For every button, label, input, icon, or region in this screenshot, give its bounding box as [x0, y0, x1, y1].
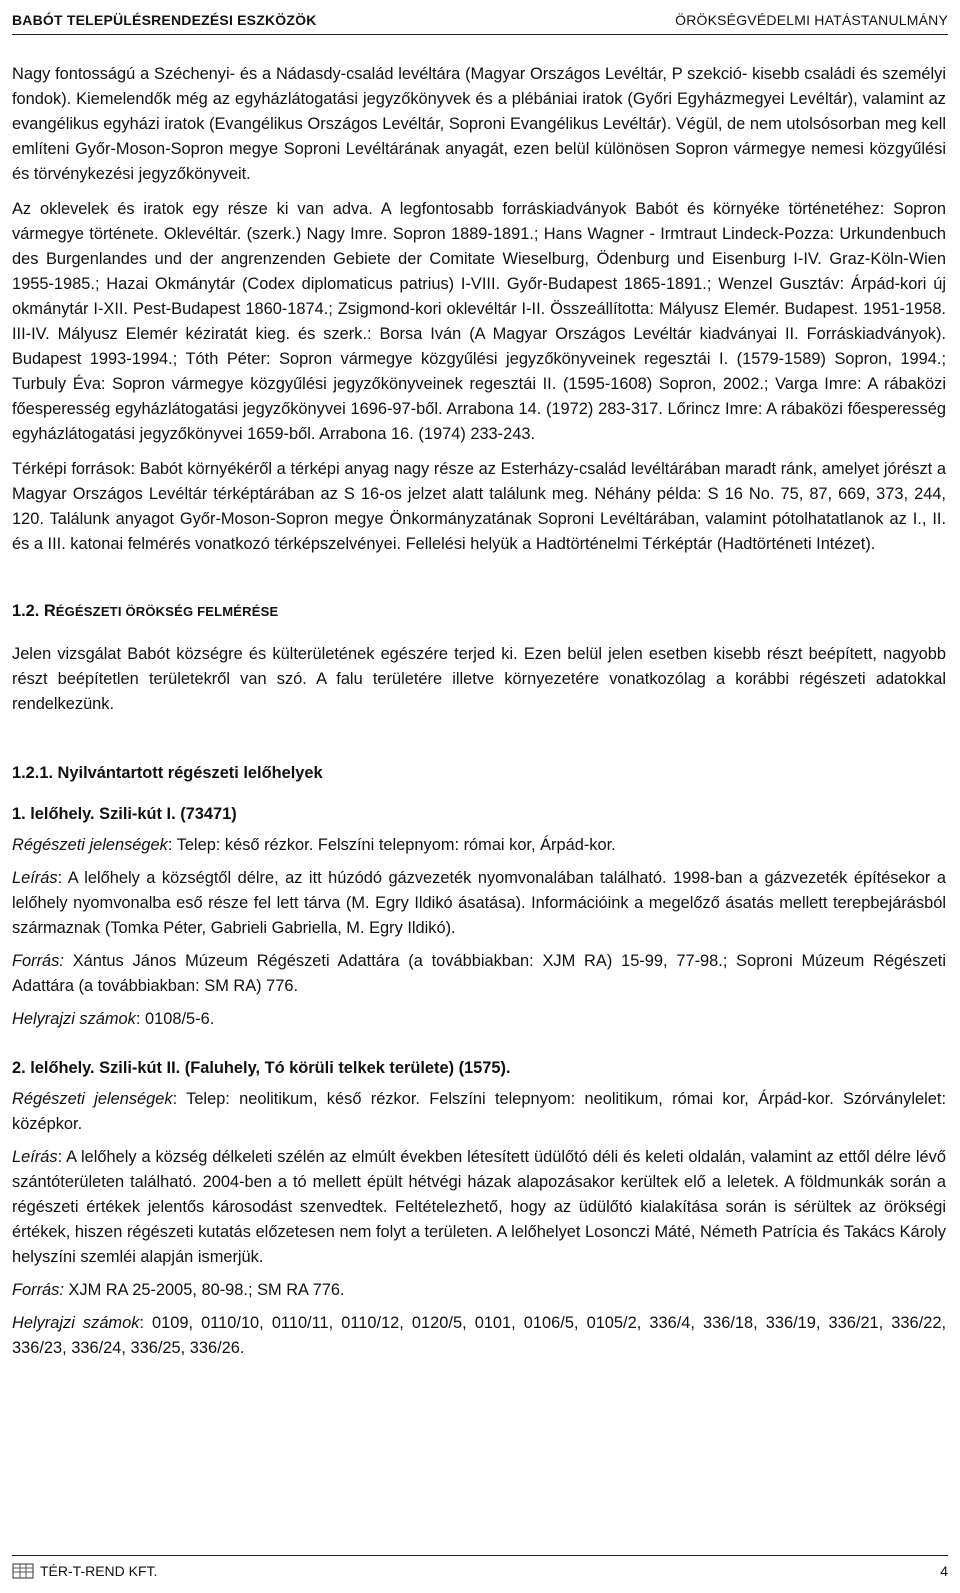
source-label: Forrás: [12, 1281, 64, 1299]
section-title-initial: R [43, 602, 56, 620]
phenomena-text: : Telep: neolitikum, késő rézkor. Felszíni telepnyom: neolitikum, római kor, Árpád-kor. Szórványlelet: középkor. [12, 1090, 946, 1133]
site-2-parcels [12, 1311, 946, 1361]
page-number: 4 [940, 1563, 948, 1579]
description-text: : A lelőhely a községtől délre, az itt húzódó gázvezeték nyomvonalában található. 1998-ban a gázvezeték építésekor a lelőhely nyomvonalba eső része fel lett tárva (M. Egry Ildikó ásatása). Információink a megelőző ásatás mellett terepbejárásból származnak (Tomka Péter, Gabrieli Gabriella, M. Egry Ildikó). [12, 869, 946, 937]
paragraph-archives: Nagy fontosságú a Széchenyi- és a Nádasdy-család levéltára (Magyar Országos Levéltár, P szekció- kisebb családi és személyi fondok). Kiemelendők még az egyházlátogatási jegyzőkönyvek és a plébániai iratok (Győri Egyházmegyei Levéltár), valamint az evangélikus egyházi iratok (Evangélikus Országos Levéltár, Soproni Evangélikus Levéltár). Végül, de nem utolsósorban meg kell említeni Győr-Moson-Sopron megye Soproni Levéltárának anyagát, ezen belül különösen Sopron vármegye nemesi közgyűlési és törvénykezési jegyzőkönyveit. [12, 65, 946, 183]
phenomena-text: : Telep: késő rézkor. Felszíni telepnyom: római kor, Árpád-kor. [167, 836, 616, 854]
footer-company: TÉR-T-REND KFT. [40, 1563, 158, 1579]
paragraph-maps: Térképi források: Babót környékéről a térképi anyag nagy része az Esterházy-család levéltárában maradt ránk, amelyet jórészt a Magyar Országos Levéltár térképtárában az S 16-os jelzet alatt találunk meg. Néhány példa: S 16 No. 75, 87, 669, 373, 244, 120. Találunk anyagot Győr-Moson-Sopron megye Önkormányzatának Soproni Levéltárában, valamint pótolhatatlanok az I., II. és a III. katonai felmérés vonatkozó térképszelvényei. Fellelési helyük a Hadtörténelmi Térképtár (Hadtörténeti Intézet). [12, 460, 946, 553]
site-1-title: 1. lelőhely. Szili-kút I. (73471) [12, 805, 237, 823]
description-label: Leírás [12, 1148, 58, 1166]
paragraph-survey-scope: Jelen vizsgálat Babót községre és külterületének egészére terjed ki. Ezen belül jelen esetben kisebb részt beépített, nagyobb részt beépítetlen területekről van szó. A falu területére illetve környezetére vonatkozólag a korábbi régészeti adatokkal rendelkezünk. [12, 645, 946, 713]
section-number: 1.2. [12, 602, 44, 620]
header-left-title: BABÓT TELEPÜLÉSRENDEZÉSI ESZKÖZÖK [12, 12, 317, 28]
site-1-parcels [12, 1007, 946, 1032]
parcels-label: Helyrajzi számok [12, 1010, 136, 1028]
parcels-text: : 0108/5-6. [135, 1010, 215, 1028]
site-1-source [12, 949, 946, 999]
phenomena-label: Régészeti jelenségek [12, 836, 168, 854]
source-text: Xántus János Múzeum Régészeti Adattára (a továbbiakban: XJM RA) 15-99, 77-98.; Soproni Múzeum Régészeti Adattára (a továbbiakban: SM RA) 776. [12, 952, 946, 995]
source-text: XJM RA 25-2005, 80-98.; SM RA 776. [63, 1281, 345, 1299]
description-text: : A lelőhely a község délkeleti szélén az elmúlt években létesített üdülőtó déli és keleti oldalán, valamint az ettől délre lévő szántóterületen található. 2004-ben a tó mellett épült hétvégi házak alapozásakor kerültek elő a leletek. A földmunkák során a régészeti értékek jelentős károsodást szenvedtek. Feltételezhető, hogy az üdülőtó kialakítása során is sérültek az örökségi értékek, hiszen régészeti kutatás előzetesen nem folyt a területen. A lelőhelyet Losonczi Máté, Németh Patrícia és Takács Károly helyszíni szemléi alapján ismerjük. [12, 1148, 946, 1266]
parcels-text: : 0109, 0110/10, 0110/11, 0110/12, 0120/5, 0101, 0106/5, 0105/2, 336/4, 336/18, 336/19, 336/21, 336/22, 336/23, 336/24, 336/25, 336/26. [12, 1314, 946, 1357]
site-2-description [12, 1145, 946, 1270]
site-2-source [12, 1278, 946, 1303]
paragraph-publications: Az oklevelek és iratok egy része ki van adva. A legfontosabb forráskiadványok Babót és környéke történetéhez: Sopron vármegye története. Oklevéltár. (szerk.) Nagy Imre. Sopron 1889-1891.; Hans Wagner - Irmtraut Lindeck-Pozza: Urkundenbuch des Burgenlandes und der angrenzenden Gebiete der Comitate Wieselburg, Ödenburg und Eisenburg I-IV. Graz-Köln-Wien 1955-1985.; Hazai Okmánytár (Codex diplomaticus patrius) I-VIII. Győr-Budapest 1865-1891.; Wenzel Gusztáv: Árpád-kori új okmánytár I-XII. Pest-Budapest 1860-1874.; Zsigmond-kori oklevéltár I-II. Összeállította: Mályusz Elemér. Budapest. 1951-1958. III-IV. Mályusz Elemér kéziratát kieg. és szerk.: Borsa Iván (A Magyar Országos Levéltár kiadványai II. Forráskiadványok). Budapest 1993-1994.; Tóth Péter: Sopron vármegye közgyűlési jegyzőkönyveinek regesztái I. (1579-1589) Sopron, 1994.; Turbuly Éva: Sopron vármegye közgyűlési jegyzőkönyveinek regesztái II. (1595-1608) Sopron, 2002.; Varga Imre: A rábaközi főesperesség egyházlátogatási jegyzőkönyvei 1696-97-ből. Arrabona 14. (1972) 283-317. Lőrincz Imre: A rábaközi főesperesség egyházlátogatási jegyzőkönyvei 1659-ből. Arrabona 16. (1974) 233-243. [12, 200, 946, 443]
source-label: Forrás: [12, 952, 64, 970]
site-2-title: 2. lelőhely. Szili-kút II. (Faluhely, Tó körüli telkek területe) (1575). [12, 1059, 511, 1077]
running-footer [12, 1555, 948, 1586]
parcels-label: Helyrajzi számok [12, 1314, 140, 1332]
section-heading-1-2-1: 1.2.1. Nyilvántartott régészeti lelőhelyek [12, 764, 323, 782]
section-heading-1-2 [12, 599, 946, 624]
header-right-title: ÖRÖKSÉGVÉDELMI HATÁSTANULMÁNY [675, 12, 948, 28]
phenomena-label: Régészeti jelenségek [12, 1090, 173, 1108]
site-1-phenomena [12, 833, 946, 858]
site-2-phenomena [12, 1087, 946, 1137]
description-label: Leírás [12, 869, 58, 887]
document-body [12, 62, 946, 1369]
running-header [12, 6, 948, 35]
site-1-description [12, 866, 946, 941]
section-title-rest: ÉGÉSZETI ÖRÖKSÉG FELMÉRÉSE [55, 604, 279, 619]
company-logo-icon [12, 1562, 34, 1580]
footer-brand [12, 1562, 157, 1580]
